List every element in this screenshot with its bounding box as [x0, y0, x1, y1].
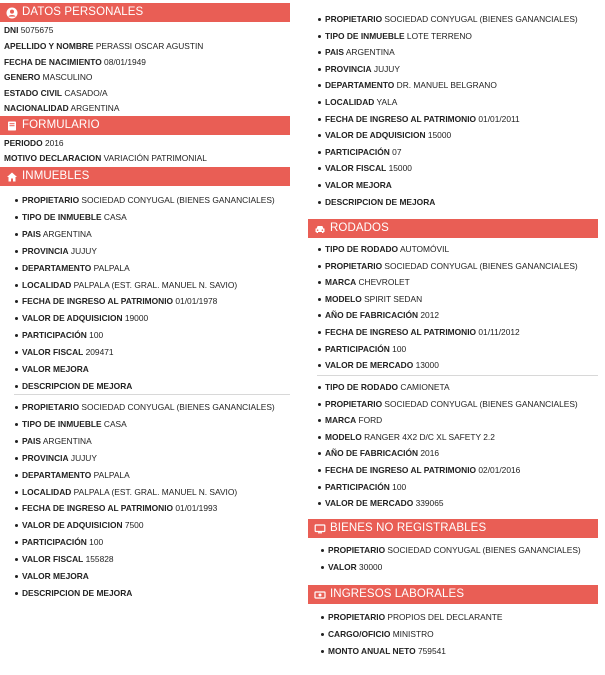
book-icon [6, 120, 18, 132]
field-motivo-declaracion: MOTIVO DECLARACION VARIACIÓN PATRIMONIAL [4, 153, 207, 163]
inmueble-field: PROVINCIA JUJUY [22, 452, 97, 463]
inmueble-field: VALOR FISCAL 209471 [22, 347, 114, 358]
monitor-icon [314, 523, 326, 535]
field-apellido-nombre: APELLIDO Y NOMBRE PERASSI OSCAR AGUSTIN [4, 41, 204, 51]
inmueble-field: DESCRIPCION DE MEJORA [22, 380, 133, 391]
money-icon [314, 589, 326, 601]
home-icon [6, 171, 18, 183]
bienes-header [308, 519, 598, 538]
inmueble-field: VALOR MEJORA [22, 571, 89, 581]
inmueble-field: PARTICIPACIÓN 07 [325, 146, 402, 157]
inmueble-field: FECHA DE INGRESO AL PATRIMONIO 01/01/2011 [325, 113, 520, 124]
rodado-field: PROPIETARIO SOCIEDAD CONYUGAL (BIENES GANANCIALES) [325, 260, 578, 271]
item-divider [317, 375, 598, 376]
rodado-field: FECHA DE INGRESO AL PATRIMONIO 01/11/2012 [325, 327, 520, 337]
inmueble-field: VALOR DE ADQUISICION 15000 [325, 130, 452, 141]
formulario-header [0, 116, 290, 135]
inmueble-field: VALOR DE ADQUISICION 7500 [22, 520, 144, 531]
inmueble-field: DESCRIPCION DE MEJORA [22, 587, 133, 598]
inmueble-field: PROPIETARIO SOCIEDAD CONYUGAL (BIENES GANANCIALES) [22, 195, 275, 205]
inmueble-field: LOCALIDAD YALA [325, 97, 398, 107]
inmueble-field: LOCALIDAD PALPALA (EST. GRAL. MANUEL N. SAVIO) [22, 279, 238, 290]
rodado-field: MARCA CHEVROLET [325, 277, 410, 288]
inmueble-field: PROVINCIA JUJUY [22, 245, 97, 256]
bien-field: VALOR 30000 [328, 562, 383, 572]
car-icon [314, 223, 326, 235]
inmueble-field: FECHA DE INGRESO AL PATRIMONIO 01/01/1978 [22, 296, 218, 307]
rodados-header [308, 219, 598, 238]
inmueble-field: PROPIETARIO SOCIEDAD CONYUGAL (BIENES GANANCIALES) [325, 14, 578, 24]
field-dni: DNI 5075675 [4, 25, 54, 35]
field-genero: GENERO MASCULINO [4, 72, 93, 82]
inmueble-field: PARTICIPACIÓN 100 [22, 330, 104, 341]
inmueble-field: DEPARTAMENTO DR. MANUEL BELGRANO [325, 80, 497, 91]
section-title: DATOS PERSONALES [22, 6, 144, 18]
inmueble-field: DEPARTAMENTO PALPALA [22, 469, 130, 480]
rodado-field: AÑO DE FABRICACIÓN 2016 [325, 448, 440, 459]
inmueble-field: TIPO DE INMUEBLE CASA [22, 211, 127, 222]
section-title: INMUEBLES [22, 170, 90, 182]
section-title: RODADOS [330, 222, 389, 234]
inmueble-field: PAIS ARGENTINA [22, 435, 92, 446]
inmueble-field: FECHA DE INGRESO AL PATRIMONIO 01/01/1993 [22, 503, 218, 514]
rodado-field: PROPIETARIO SOCIEDAD CONYUGAL (BIENES GANANCIALES) [325, 398, 578, 409]
rodado-field: MODELO SPIRIT SEDAN [325, 293, 423, 304]
inmueble-field: PAIS ARGENTINA [22, 228, 92, 239]
rodado-field: TIPO DE RODADO CAMIONETA [325, 382, 450, 392]
inmueble-field: VALOR MEJORA [22, 364, 89, 374]
rodado-field: VALOR DE MERCADO 339065 [325, 498, 444, 509]
ingreso-field: PROPIETARIO PROPIOS DEL DECLARANTE [328, 612, 503, 622]
rodado-field: PARTICIPACIÓN 100 [325, 343, 407, 354]
inmueble-field: VALOR MEJORA [325, 180, 392, 190]
section-title: INGRESOS LABORALES [330, 588, 465, 600]
user-circle-icon [6, 7, 18, 19]
item-divider [14, 394, 290, 395]
inmueble-field: VALOR DE ADQUISICION 19000 [22, 313, 149, 324]
inmueble-field: TIPO DE INMUEBLE LOTE TERRENO [325, 30, 472, 41]
rodado-field: MODELO RANGER 4X2 D/C XL SAFETY 2.2 [325, 431, 495, 442]
section-title: BIENES NO REGISTRABLES [330, 522, 487, 534]
rodado-field: TIPO DE RODADO AUTOMÓVIL [325, 244, 450, 254]
field-periodo: PERIODO 2016 [4, 138, 64, 148]
inmueble-field: PROVINCIA JUJUY [325, 63, 400, 74]
rodado-field: PARTICIPACIÓN 100 [325, 481, 407, 492]
inmueble-field: PARTICIPACIÓN 100 [22, 537, 104, 548]
section-title: FORMULARIO [22, 119, 100, 131]
inmuebles-header [0, 167, 290, 186]
inmueble-field: PAIS ARGENTINA [325, 47, 395, 58]
datos-personales-header [0, 3, 290, 22]
rodado-field: VALOR DE MERCADO 13000 [325, 360, 439, 371]
rodado-field: MARCA FORD [325, 415, 383, 426]
field-fecha-nacimiento: FECHA DE NACIMIENTO 08/01/1949 [4, 57, 146, 67]
field-estado-civil: ESTADO CIVIL CASADO/A [4, 88, 108, 98]
inmueble-field: DESCRIPCION DE MEJORA [325, 196, 436, 207]
field-nacionalidad: NACIONALIDAD ARGENTINA [4, 103, 120, 113]
inmueble-field: VALOR FISCAL 155828 [22, 554, 114, 565]
inmueble-field: DEPARTAMENTO PALPALA [22, 262, 130, 273]
inmueble-field: VALOR FISCAL 15000 [325, 163, 412, 174]
ingreso-field: MONTO ANUAL NETO 759541 [328, 646, 446, 656]
rodado-field: FECHA DE INGRESO AL PATRIMONIO 02/01/2016 [325, 465, 521, 475]
inmueble-field: LOCALIDAD PALPALA (EST. GRAL. MANUEL N. SAVIO) [22, 486, 238, 497]
ingreso-field: CARGO/OFICIO MINISTRO [328, 629, 434, 639]
ingresos-header [308, 585, 598, 604]
inmueble-field: PROPIETARIO SOCIEDAD CONYUGAL (BIENES GANANCIALES) [22, 402, 275, 412]
inmueble-field: TIPO DE INMUEBLE CASA [22, 418, 127, 429]
rodado-field: AÑO DE FABRICACIÓN 2012 [325, 310, 440, 321]
bien-field: PROPIETARIO SOCIEDAD CONYUGAL (BIENES GANANCIALES) [328, 545, 581, 555]
